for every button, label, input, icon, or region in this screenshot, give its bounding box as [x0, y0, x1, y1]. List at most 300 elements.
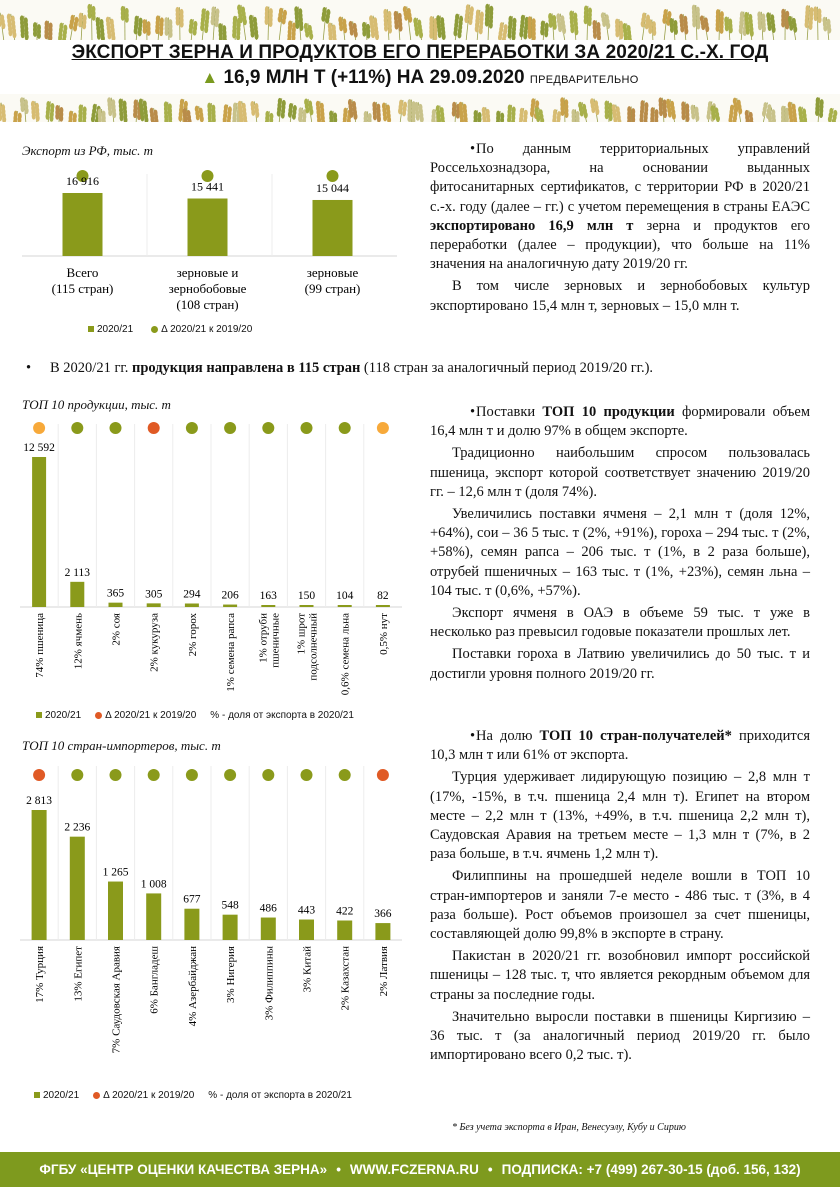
- section-top10-importers-text: [430, 727, 810, 1068]
- grain-kernel: [108, 109, 112, 116]
- footer-separator: •: [336, 1162, 341, 1177]
- grain-kernel: [716, 25, 720, 32]
- paragraph: Турция удерживает лидирующую позицию – 2,8 млн т (17%, -15%, в т.ч. пшеница 2,4 млн т). Египет на втором месте – 2,2 млн т (13%, +49%, в т.ч. пшеница 2,2 млн т), Саудовская Аравия на третьем месте – 1,3 млн т (7%, в 2 раза больше, в т.ч. ячмень 1,2 млн т).: [430, 769, 810, 863]
- category-label: (99 стран): [304, 281, 361, 296]
- delta-indicator-dot: [33, 422, 45, 434]
- delta-indicator-dot: [262, 769, 274, 781]
- grain-kernel: [255, 33, 259, 40]
- grain-kernel: [243, 18, 247, 25]
- legend-item-delta: Δ 2020/21 к 2019/20: [93, 1090, 194, 1101]
- grain-kernel: [309, 33, 313, 40]
- grain-kernel: [739, 27, 743, 34]
- grain-kernel: [595, 108, 599, 115]
- grain-kernel: [452, 110, 456, 117]
- bar: [223, 915, 238, 940]
- grain-kernel: [37, 32, 41, 39]
- grain-kernel: [508, 32, 512, 39]
- category-label: 7% Саудовская Аравия: [110, 946, 123, 1054]
- paragraph: Поставки гороха в Латвию увеличились до 50 тыс. т и достигли уровня полного 2019/20 гг.: [430, 646, 810, 682]
- grain-kernel: [353, 113, 357, 120]
- value-label: 16 916: [66, 174, 99, 188]
- grain-kernel: [73, 25, 77, 32]
- page-subtitle: [0, 67, 840, 89]
- grain-kernel: [398, 108, 402, 115]
- delta-indicator-dot: [301, 769, 313, 781]
- preliminary-note: ПРЕДВАРИТЕЛЬНО: [529, 74, 639, 86]
- grain-kernel: [298, 115, 302, 122]
- delta-indicator-dot: [262, 422, 274, 434]
- paragraph: Увеличились поставки ячменя – 2,1 млн т (доля 12%, +64%), сои – 36 5 тыс. т (2%, +91%), гороха – 294 тыс. т (2%, +58%), семян рапса – 206 тыс. т (1%, в 2 раза больше), отрубей пшеничных – 163 тыс. т (1%, +23%), семян льна – 104 тыс. т (0,6%, +57%).: [430, 506, 810, 599]
- grain-kernel: [468, 18, 472, 25]
- category-label: 0,6% семена льна: [339, 613, 352, 696]
- paragraph: • По данным территориальных управлений Россельхознадзора, на основании выданных фитосанитарных сертификатов, с территории РФ в 2020/21 с.-х. году (далее – гг.) с учетом перемещения в страны ЕАЭС экспортировано 16,9 млн т зерна и продуктов его переработки (далее – продукции), что больше на 11% значения на аналогичную дату 2019/20 гг.: [430, 140, 810, 274]
- value-label: 1 008: [140, 878, 167, 891]
- category-label: 2% Латвия: [377, 946, 390, 997]
- legend-item-2020-21: 2020/21: [34, 1090, 79, 1101]
- value-label: 422: [336, 905, 354, 918]
- grain-kernel: [339, 24, 343, 31]
- grain-kernel: [25, 107, 29, 114]
- grain-kernel: [602, 20, 606, 27]
- grain-kernel: [309, 109, 313, 116]
- footer-website-link[interactable]: WWW.FCZERNA.RU: [349, 1162, 479, 1177]
- grain-kernel: [785, 23, 789, 30]
- grain-kernel: [265, 18, 269, 25]
- grain-kernel: [395, 23, 399, 30]
- grain-kernel: [169, 31, 173, 38]
- chart-legend-products: [36, 710, 354, 721]
- value-label: 2 113: [64, 566, 91, 579]
- grain-kernel: [662, 17, 666, 24]
- grain-kernel: [475, 26, 479, 33]
- grain-kernel: [305, 31, 309, 38]
- grain-kernel: [464, 16, 468, 23]
- grain-kernel: [536, 115, 540, 122]
- countries-count-bullet: • В 2020/21 гг. продукция направлена в 115 стран (118 стран за аналогичный период 2019/20 гг.).: [50, 360, 653, 377]
- grain-kernel: [134, 28, 138, 35]
- category-label: 6% Бангладеш: [148, 946, 161, 1014]
- grain-kernel: [69, 23, 73, 30]
- grain-kernel: [692, 21, 696, 28]
- grain-kernel: [591, 106, 595, 113]
- grain-illustration: [0, 0, 840, 40]
- value-label: 366: [374, 908, 392, 921]
- category-label: 1% отруби: [257, 613, 270, 663]
- grain-kernel: [165, 29, 169, 36]
- grain-kernel: [781, 21, 785, 28]
- chart-legend-export: [88, 324, 252, 335]
- bar: [300, 605, 314, 607]
- grain-kernel: [479, 28, 483, 35]
- grain-kernel: [33, 30, 37, 37]
- bar: [337, 920, 352, 940]
- grain-kernel: [354, 31, 358, 38]
- grain-kernel: [523, 33, 527, 40]
- grain-kernel: [680, 26, 684, 33]
- grain-kernel: [8, 29, 12, 36]
- grain-kernel: [712, 113, 716, 120]
- grain-kernel: [544, 31, 548, 38]
- grain-kernel: [580, 110, 584, 117]
- bar: [32, 810, 47, 940]
- grain-kernel: [178, 115, 182, 122]
- value-label: 12 592: [23, 442, 55, 454]
- bar: [147, 603, 161, 607]
- category-label: 0,5% нут: [377, 613, 390, 655]
- bar: [338, 605, 352, 607]
- footer-bar: [0, 1152, 840, 1187]
- delta-indicator-dot: [148, 769, 160, 781]
- value-label: 305: [145, 588, 163, 601]
- grain-kernel: [553, 23, 557, 30]
- footer-org: ФГБУ «ЦЕНТР ОЦЕНКИ КАЧЕСТВА ЗЕРНА»: [39, 1162, 328, 1177]
- grain-kernel: [615, 31, 619, 38]
- grain-kernel: [762, 25, 766, 32]
- grain-kernel: [686, 115, 690, 122]
- category-label: зерновые и: [176, 265, 239, 280]
- grain-kernel: [44, 32, 48, 39]
- grain-kernel: [143, 27, 147, 34]
- grain-kernel: [605, 112, 609, 119]
- grain-kernel: [705, 25, 709, 32]
- grain-kernel: [366, 32, 370, 39]
- grain-kernel: [442, 33, 446, 40]
- grain-kernel: [189, 27, 193, 34]
- grain-kernel: [121, 14, 125, 21]
- grain-kernel: [36, 115, 40, 122]
- grain-kernel: [574, 28, 578, 35]
- grain-kernel: [746, 28, 750, 35]
- bar: [261, 605, 275, 607]
- grain-kernel: [120, 114, 124, 121]
- grain-kernel: [772, 26, 776, 33]
- bar: [109, 603, 123, 607]
- grain-kernel: [758, 23, 762, 30]
- legend-item-share: % - доля от экспорта в 2020/21: [208, 1090, 352, 1101]
- grain-kernel: [92, 14, 96, 21]
- grain-kernel: [232, 32, 236, 39]
- delta-indicator-dot: [377, 422, 389, 434]
- value-label: 443: [297, 904, 316, 917]
- value-label: 548: [221, 899, 239, 912]
- bar: [70, 837, 85, 940]
- grain-kernel: [21, 31, 25, 38]
- page-header: [0, 40, 840, 89]
- grain-kernel: [278, 16, 282, 23]
- bar: [223, 605, 237, 607]
- grain-kernel: [606, 22, 610, 29]
- delta-indicator-dot: [110, 422, 122, 434]
- value-label: 104: [336, 590, 354, 602]
- grain-kernel: [140, 115, 144, 122]
- category-label: 2% соя: [110, 613, 123, 646]
- grain-kernel: [133, 111, 137, 118]
- section-export-text: [430, 140, 810, 319]
- value-label: 294: [183, 588, 201, 601]
- grain-kernel: [570, 26, 574, 33]
- grain-kernel: [305, 107, 309, 114]
- paragraph: Экспорт ячменя в ОАЭ в объеме 59 тыс. т уже в несколько раз превысил годовые показатели прошлых лет.: [430, 605, 810, 641]
- grain-kernel: [211, 18, 215, 25]
- up-triangle-icon: ▲: [201, 68, 219, 87]
- grain-kernel: [456, 112, 460, 119]
- grain-kernel: [292, 113, 296, 120]
- grain-kernel: [691, 113, 695, 120]
- grain-kernel: [399, 25, 403, 32]
- category-label: 2% Казахстан: [339, 946, 352, 1011]
- grain-kernel: [384, 25, 388, 32]
- category-label: (108 стран): [176, 297, 239, 312]
- grain-kernel: [429, 32, 433, 39]
- grain-kernel: [402, 110, 406, 117]
- grain-kernel: [609, 114, 613, 121]
- footer-subscription: ПОДПИСКА: +7 (499) 267-30-15 (доб. 156, 132): [501, 1162, 801, 1177]
- grain-kernel: [408, 16, 412, 23]
- grain-kernel: [674, 28, 678, 35]
- value-label: 150: [297, 590, 316, 602]
- grain-kernel: [97, 33, 101, 40]
- paragraph: В том числе зерновых и зернобобовых культур экспортировано 15,4 млн т, зерновых – 15,0 млн т.: [430, 278, 810, 314]
- bar: [313, 200, 353, 256]
- grain-kernel: [407, 115, 411, 122]
- grain-kernel: [530, 110, 534, 117]
- value-label: 2 813: [26, 795, 53, 807]
- grain-kernel: [255, 111, 259, 118]
- grain-kernel: [528, 32, 532, 39]
- grain-kernel: [349, 111, 353, 118]
- legend-item-delta: Δ 2020/21 к 2019/20: [151, 324, 252, 335]
- grain-kernel: [138, 30, 142, 37]
- grain-kernel: [281, 112, 285, 119]
- grain-kernel: [793, 26, 797, 33]
- grain-kernel: [419, 32, 423, 39]
- grain-kernel: [593, 32, 597, 39]
- grain-kernel: [204, 26, 208, 33]
- decorative-grain-banner-bottom: [0, 94, 840, 122]
- headline-figure: 16,9 МЛН Т (+11%) НА 29.09.2020: [223, 67, 525, 88]
- grain-kernel: [734, 106, 738, 113]
- grain-kernel: [738, 108, 742, 115]
- top10-products-bar-chart: [20, 416, 420, 706]
- category-label: 1% шрот: [295, 613, 308, 655]
- grain-kernel: [251, 109, 255, 116]
- grain-kernel: [159, 29, 163, 36]
- delta-indicator-dot: [110, 769, 122, 781]
- grain-illustration: [0, 94, 840, 122]
- grain-kernel: [415, 30, 419, 37]
- grain-kernel: [295, 22, 299, 29]
- grain-kernel: [805, 21, 809, 28]
- grain-kernel: [725, 25, 729, 32]
- category-label: 17% Турция: [34, 946, 47, 1003]
- grain-kernel: [809, 23, 813, 30]
- category-label: 2% горох: [186, 613, 199, 657]
- grain-kernel: [78, 21, 82, 28]
- grain-kernel: [453, 30, 457, 37]
- grain-kernel: [701, 23, 705, 30]
- top10-importers-bar-chart: [20, 758, 420, 1088]
- legend-item-2020-21: 2020/21: [36, 710, 81, 721]
- grain-kernel: [88, 12, 92, 19]
- category-label: подсолнечный: [307, 613, 320, 681]
- category-label: зерновые: [306, 265, 359, 280]
- legend-item-delta: Δ 2020/21 к 2019/20: [95, 710, 196, 721]
- grain-kernel: [416, 114, 420, 121]
- value-label: 82: [377, 590, 389, 602]
- grain-kernel: [193, 29, 197, 36]
- bar: [63, 193, 103, 256]
- value-label: 677: [183, 893, 201, 906]
- value-label: 486: [259, 902, 277, 915]
- delta-indicator-dot: [148, 422, 160, 434]
- grain-kernel: [176, 19, 180, 26]
- category-label: 74% пшеница: [34, 613, 47, 678]
- grain-kernel: [818, 16, 822, 23]
- grain-kernel: [21, 105, 25, 112]
- category-label: 2% кукуруза: [148, 613, 161, 672]
- grain-kernel: [215, 20, 219, 27]
- grain-kernel: [12, 31, 16, 38]
- grain-kernel: [684, 28, 688, 35]
- grain-kernel: [282, 18, 286, 25]
- grain-kernel: [561, 109, 565, 116]
- value-label: 206: [221, 589, 239, 602]
- grain-kernel: [25, 33, 29, 40]
- grain-kernel: [565, 111, 569, 118]
- grain-kernel: [107, 33, 111, 40]
- grain-kernel: [819, 111, 823, 118]
- grain-kernel: [196, 114, 200, 121]
- grain-kernel: [584, 17, 588, 24]
- grain-kernel: [321, 15, 325, 22]
- delta-indicator-dot: [186, 422, 198, 434]
- category-label: (115 стран): [51, 281, 114, 296]
- bar: [376, 605, 390, 607]
- grain-kernel: [82, 23, 86, 30]
- category-label: зернобобовые: [168, 281, 247, 296]
- decorative-grain-banner-top: [0, 0, 840, 40]
- bar: [146, 893, 161, 940]
- grain-kernel: [648, 27, 652, 34]
- grain-kernel: [239, 16, 243, 23]
- chart-legend-importers: [34, 1090, 352, 1101]
- grain-kernel: [404, 14, 408, 21]
- value-label: 1 265: [102, 866, 129, 879]
- grain-kernel: [325, 17, 329, 24]
- grain-kernel: [125, 16, 129, 23]
- value-label: 2 236: [64, 821, 91, 834]
- grain-kernel: [789, 24, 793, 31]
- grain-kernel: [373, 114, 377, 121]
- grain-kernel: [750, 30, 754, 37]
- chart-title-export: Экспорт из РФ, тыс. т: [22, 143, 154, 158]
- bar: [108, 882, 123, 940]
- grain-kernel: [558, 25, 562, 32]
- grain-kernel: [288, 111, 292, 118]
- grain-kernel: [668, 111, 672, 118]
- grain-kernel: [670, 26, 674, 33]
- grain-kernel: [695, 115, 699, 122]
- grain-kernel: [277, 110, 281, 117]
- category-label: 13% Египет: [72, 946, 85, 1002]
- grain-kernel: [59, 115, 63, 122]
- value-label: 15 044: [316, 180, 349, 195]
- bar: [375, 923, 390, 940]
- paragraph: Традиционно наибольшим спросом пользовалась пшеница, экспорт которой соответствует значению 2019/20 гг. – 12,6 млн т (доля 74%).: [430, 445, 810, 500]
- grain-kernel: [716, 115, 720, 122]
- delta-indicator-dot: [71, 769, 83, 781]
- grain-kernel: [375, 33, 379, 40]
- grain-kernel: [720, 27, 724, 34]
- grain-kernel: [269, 20, 273, 27]
- grain-kernel: [383, 115, 387, 122]
- grain-kernel: [362, 30, 366, 37]
- grain-kernel: [827, 27, 831, 34]
- grain-kernel: [343, 26, 347, 33]
- grain-kernel: [371, 31, 375, 38]
- grain-kernel: [388, 27, 392, 34]
- chart-title-top10-importers: ТОП 10 стран-импортеров, тыс. т: [22, 738, 221, 753]
- grain-kernel: [147, 29, 151, 36]
- bar: [188, 198, 228, 256]
- grain-kernel: [32, 113, 36, 120]
- value-label: 365: [106, 587, 125, 600]
- footer-separator: •: [487, 1162, 493, 1177]
- grain-kernel: [438, 31, 442, 38]
- delta-indicator-dot: [33, 769, 45, 781]
- category-label: 12% ячмень: [72, 613, 85, 670]
- paragraph: • На долю ТОП 10 стран-получателей* приходится 10,3 млн т или 61% от экспорта.: [430, 727, 810, 765]
- grain-kernel: [562, 27, 566, 34]
- grain-kernel: [641, 21, 645, 28]
- legend-item-share: % - доля от экспорта в 2020/21: [210, 710, 354, 721]
- grain-kernel: [489, 22, 493, 29]
- grain-kernel: [815, 109, 819, 116]
- grain-kernel: [55, 113, 59, 120]
- legend-item-2020-21: 2020/21: [88, 324, 133, 335]
- grain-kernel: [1, 22, 5, 29]
- grain-kernel: [540, 29, 544, 36]
- page-title: ЭКСПОРТ ЗЕРНА И ПРОДУКТОВ ЕГО ПЕРЕРАБОТКИ ЗА 2020/21 С.-Х. ГОД: [71, 42, 769, 63]
- category-label: пшеничные: [269, 613, 282, 668]
- paragraph: • Поставки ТОП 10 продукции формировали объем 16,4 млн т и долю 97% в общем экспорте.: [430, 403, 810, 441]
- grain-kernel: [519, 31, 523, 38]
- category-label: 4% Азербайджан: [186, 946, 199, 1027]
- grain-kernel: [45, 113, 49, 120]
- paragraph: Значительно выросли поставки в пшеницы Киргизию – 36 тыс. т (за аналогичный период 2019/20 гг. было импортировано всего 0,2 тыс. т).: [430, 1008, 810, 1064]
- grain-kernel: [706, 113, 710, 120]
- grain-kernel: [823, 25, 827, 32]
- category-label: 3% Нигерия: [225, 946, 238, 1003]
- category-label: 3% Филиппины: [263, 946, 276, 1021]
- grain-kernel: [457, 32, 461, 39]
- bar: [70, 582, 84, 607]
- bar: [185, 603, 199, 607]
- grain-kernel: [682, 113, 686, 120]
- grain-kernel: [584, 112, 588, 119]
- bar: [184, 909, 199, 940]
- grain-kernel: [619, 33, 623, 40]
- footnote: * Без учета экспорта в Иран, Венесуэлу, Кубу и Сирию: [452, 1122, 686, 1133]
- delta-indicator-dot: [186, 769, 198, 781]
- grain-kernel: [696, 23, 700, 30]
- delta-indicator-dot: [71, 422, 83, 434]
- grain-kernel: [729, 27, 733, 34]
- category-label: Всего: [66, 265, 99, 280]
- grain-kernel: [155, 27, 159, 34]
- grain-kernel: [350, 29, 354, 36]
- delta-indicator-dot: [377, 769, 389, 781]
